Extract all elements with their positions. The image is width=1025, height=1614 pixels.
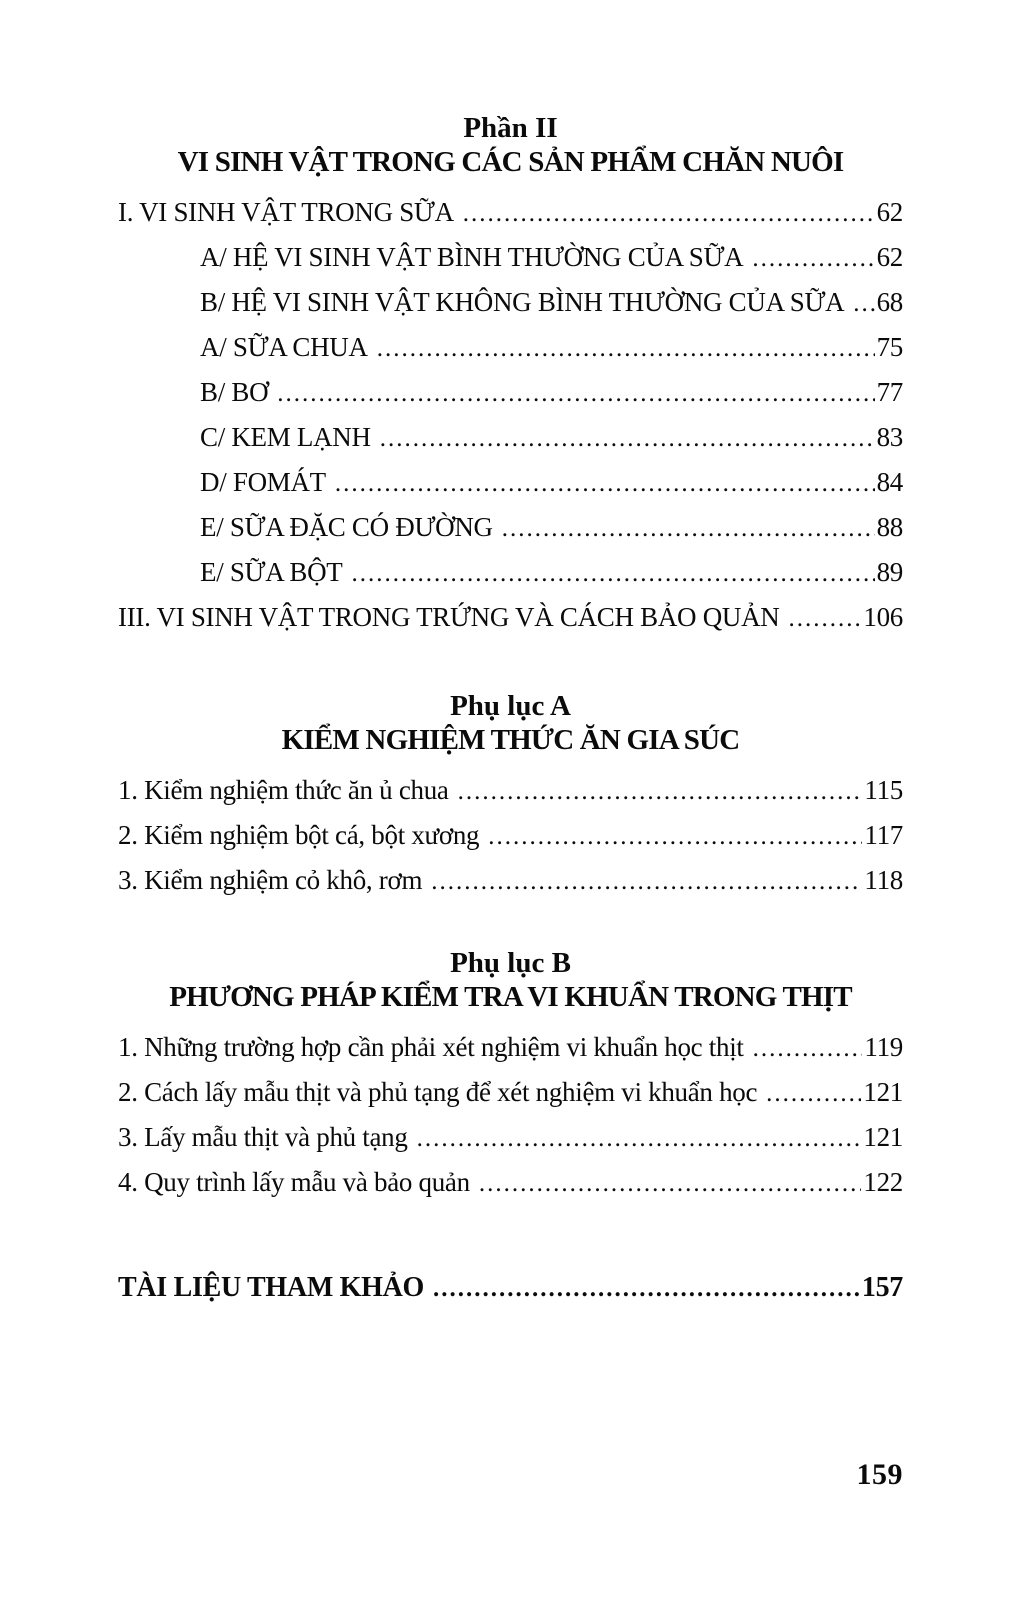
appendix-b-title: PHƯƠNG PHÁP KIỂM TRA VI KHUẨN TRONG THỊT [169, 981, 852, 1013]
toc-entry-label: A/ SỮA CHUA [200, 332, 368, 362]
toc-page-number: 106 [863, 602, 903, 632]
toc-entry [118, 505, 903, 550]
toc-page-number: 83 [876, 422, 903, 452]
toc-appendix-a [118, 768, 903, 903]
toc-dot-leader [458, 768, 863, 813]
toc-page-number: 119 [864, 1032, 903, 1062]
page-number: 159 [856, 1458, 903, 1491]
toc-entry-label: 2. Cách lấy mẫu thịt và phủ tạng để xét nghiệm vi khuẩn học [118, 1077, 758, 1107]
toc-entry [118, 460, 903, 505]
toc-entry-label: 1. Những trường hợp cần phải xét nghiệm vi khuẩn học thịt [118, 1032, 744, 1062]
toc-dot-leader [463, 190, 875, 235]
toc-entry [118, 370, 903, 415]
toc-page-number: 88 [876, 512, 903, 542]
toc-dot-leader [277, 370, 874, 415]
part2-heading [118, 112, 903, 179]
toc-dot-leader [431, 858, 862, 903]
toc-page-number: 121 [863, 1122, 903, 1152]
appendix-a-title: KIỂM NGHIỆM THỨC ĂN GIA SÚC [281, 724, 740, 756]
toc-entry-label: I. VI SINH VẬT TRONG SỮA [118, 197, 454, 227]
toc-page-number: 89 [876, 557, 903, 587]
references-entry [118, 1265, 903, 1310]
toc-page-number: 118 [864, 865, 903, 895]
toc-entry [118, 550, 903, 595]
toc-entry [118, 768, 903, 813]
toc-entry-label: B/ BƠ [200, 377, 269, 407]
toc-dot-leader [335, 460, 875, 505]
toc-page-number: 62 [876, 242, 903, 272]
toc-entry-label: III. VI SINH VẬT TRONG TRỨNG VÀ CÁCH BẢO QUẢN [118, 602, 780, 632]
appendix-a-heading [118, 690, 903, 757]
toc-entry-label: E/ SỮA BỘT [200, 557, 343, 587]
toc-entry [118, 190, 903, 235]
toc-page-number: 84 [876, 467, 903, 497]
toc-dot-leader [789, 595, 862, 640]
toc-entry [118, 280, 903, 325]
toc-entry [118, 813, 903, 858]
toc-page-number: 68 [876, 287, 903, 317]
toc-page-number: 121 [863, 1077, 903, 1107]
toc-entry [118, 1070, 903, 1115]
toc-entry [118, 858, 903, 903]
toc-entry [118, 415, 903, 460]
appendix-b-kicker: Phụ lục B [450, 947, 571, 979]
toc-entry-label: C/ KEM LẠNH [200, 422, 371, 452]
part2-title: VI SINH VẬT TRONG CÁC SẢN PHẨM CHĂN NUÔI [177, 146, 844, 178]
toc-page-number: 62 [876, 197, 903, 227]
toc-page-number: 115 [864, 775, 903, 805]
toc-entry-label: B/ HỆ VI SINH VẬT KHÔNG BÌNH THƯỜNG CỦA SỮA [200, 287, 845, 317]
toc-entry [118, 1160, 903, 1205]
toc-entry-label: E/ SỮA ĐẶC CÓ ĐƯỜNG [200, 512, 493, 542]
toc-entry [118, 235, 903, 280]
toc-dot-leader [380, 415, 875, 460]
toc-page-number: 117 [864, 820, 903, 850]
toc-dot-leader [377, 325, 875, 370]
toc-dot-leader [752, 235, 874, 280]
toc-dot-leader [479, 1160, 862, 1205]
toc-entry-label: 1. Kiểm nghiệm thức ăn ủ chua [118, 775, 449, 805]
toc-dot-leader [753, 1025, 863, 1070]
toc-appendix-b [118, 1025, 903, 1205]
toc-entry [118, 1025, 903, 1070]
appendix-a-kicker: Phụ lục A [450, 690, 571, 722]
toc-entry-label: 3. Kiểm nghiệm cỏ khô, rơm [118, 865, 423, 895]
toc-entry-label: 4. Quy trình lấy mẫu và bảo quản [118, 1167, 470, 1197]
toc-entry [118, 595, 903, 640]
toc-dot-leader [433, 1265, 860, 1310]
toc-entry [118, 325, 903, 370]
toc-entry-label: 2. Kiểm nghiệm bột cá, bột xương [118, 820, 480, 850]
toc-entry-label: 3. Lấy mẫu thịt và phủ tạng [118, 1122, 408, 1152]
toc-page-number: 77 [876, 377, 903, 407]
toc-page-number: 122 [863, 1167, 903, 1197]
toc-dot-leader [766, 1070, 861, 1115]
toc-entry-label: A/ HỆ VI SINH VẬT BÌNH THƯỜNG CỦA SỮA [200, 242, 744, 272]
references-page-number: 157 [861, 1272, 903, 1303]
toc-entry-label: D/ FOMÁT [200, 467, 326, 497]
part2-kicker: Phần II [463, 112, 558, 144]
toc-entry [118, 1115, 903, 1160]
toc-dot-leader [417, 1115, 862, 1160]
toc-dot-leader [351, 550, 874, 595]
toc-dot-leader [502, 505, 875, 550]
toc-page-number: 75 [876, 332, 903, 362]
references-label: TÀI LIỆU THAM KHẢO [118, 1272, 425, 1303]
toc-part2 [118, 190, 903, 640]
appendix-b-heading [118, 947, 903, 1014]
toc-dot-leader [853, 280, 874, 325]
toc-dot-leader [488, 813, 862, 858]
